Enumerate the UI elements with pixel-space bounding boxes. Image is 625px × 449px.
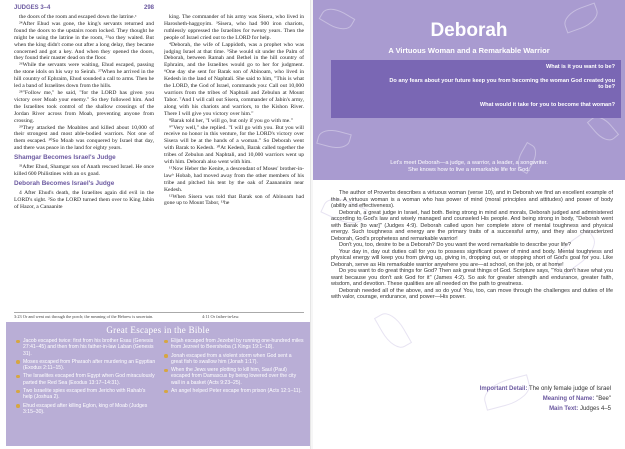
verse-paragraph: ¹¹Now Heber the Kenite, a descendant of Moses' brother-in-lawᵇ Hobab, had moved away from the other members of his tribe and pitched his tent by the oak of Zaanannim near Kedesh. — [164, 165, 304, 193]
intro-text — [313, 160, 625, 174]
verse-paragraph: ⁸Barak told her, "I will go, but only if you go with me." — [169, 117, 293, 124]
feature-title: Deborah — [430, 20, 508, 41]
section-heading: Deborah Becomes Israel's Judge — [14, 179, 115, 187]
intro-line-2: She knows how to live a remarkable life for God. — [407, 167, 531, 173]
deborah-banner — [313, 0, 625, 180]
escape-list-item: Two Israelite spies escaped from Jericho with Rahab's help (Joshua 2). — [16, 388, 156, 401]
verse-paragraph: the doors of the room and escaped down the latrine.ᵃ — [19, 14, 137, 20]
verse-paragraph: ¹²When Sisera was told that Barak son of Abinoam had gone up to Mount Tabor, ¹³he — [164, 193, 304, 207]
section-heading: Shamgar Becomes Israel's Judge — [14, 154, 116, 162]
running-head — [14, 5, 304, 11]
feature-paragraph: The author of Proverbs describes a virtuous woman (verse 10), and in Deborah we find an excellent example of this. A virtuous woman is a woman who has power of mind (moral principles and attitudes) and power of body (ability and effectiveness). — [331, 190, 613, 209]
fact-important-detail: Important Detail: The only female judge of Israel — [479, 386, 611, 392]
escape-list-item: Elijah escaped from Jezebel by running one-hundred miles from Jezreel to Beersheba (1 Kings 19:1–18). — [164, 338, 304, 351]
footnotes — [14, 312, 304, 319]
feature-paragraph: Deborah, a great judge in Israel, had both. Being strong in mind and morals, Deborah judged and administered according to God's law and wisely managed and counseled His people. And being strong in body, "Deborah went with Barak [to war]" (Judges 4:9). Deborah called upon her complete store of mental toughness and physical energy. Such toughness and energy are the primary traits of a successful army, and they also characterized Deborah, God's prophetess and remarkable warrior! — [331, 209, 613, 242]
escape-list-item: Moses escaped from Pharaoh after murdering an Egyptian (Exodus 2:11–15). — [16, 359, 156, 372]
feature-paragraph: Don't you, too, desire to be a Deborah? Do you want the word remarkable to describe your life? — [339, 242, 571, 248]
leaf-decoration — [374, 308, 412, 353]
verse-paragraph: ²⁹They attacked the Moabites and killed about 10,000 of their strongest and most able-bodied warriors. Not one of them escaped. ³⁰So Moab was conquered by Israel that day, and there was peace in the land for eighty years. — [14, 124, 154, 152]
verse-paragraph: ²⁸"Follow me," he said, "for the LORD has given you victory over Moab your enemy." So they followed him. And the Israelites took control of the shallow crossings of the Jordan River across from Moab, preventing anyone from crossing. — [14, 89, 154, 124]
escape-list-item: When the Jews were plotting to kill him, Saul (Paul) escaped from Damascus by being lowered over the city wall in a basket (Acts 9:23–25). — [164, 367, 304, 386]
running-head-title: JUDGES 3–4 — [14, 5, 51, 11]
escapes-list-2 — [164, 338, 304, 396]
verse-paragraph: king. The commander of his army was Sisera, who lived in Harosheth-haggoyim. ³Sisera, who had 900 iron chariots, ruthlessly oppressed the Israelites for twenty years. Then the people of Israel cried out to the LORD for help. — [164, 14, 304, 41]
great-escapes-title: Great Escapes in the Bible — [106, 325, 210, 335]
escape-list-item: Jonah escaped from a violent storm when God sent a great fish to swallow him (Jonah 1:17). — [164, 353, 304, 366]
escapes-list-1 — [16, 338, 156, 417]
feature-paragraph: Your day in, day out duties call for you to possess significant power of mind and body. Mental toughness and physical energy will keep you from giving up, giving in, dropping out, or stopping short of God's goal for you. Like Deborah, serve as His remarkable warrior anywhere you are—at school, on the job, or at home! — [331, 248, 613, 268]
scripture-column-1 — [14, 14, 154, 304]
verse-paragraph: ²⁴After Ehud was gone, the king's servants returned and found the doors to the upstairs room locked. They thought he might be using the latrine in the room, ²⁵so they waited. But when the king didn't come out after a long delay, they became concerned and got a key. And when they opened the doors, they found their master dead on the floor. — [14, 20, 154, 62]
escape-list-item: The Israelites escaped from Egypt when God miraculously parted the Red Sea (Exodus 13:17–14:31). — [16, 373, 156, 386]
verse-paragraph: ⁴Deborah, the wife of Lappidoth, was a prophet who was judging Israel at that time. ⁵She would sit under the Palm of Deborah, between Ramah and Bethel in the hill country of Ephraim, and the Israelites would go to her for judgment. ⁶One day she sent for Barak son of Abinoam, who lived in Kedesh in the land of Naphtali. She said to him, "This is what the LORD, the God of Israel, commands you: Call out 10,000 warriors from the tribes of Naphtali and Zebulun at Mount Tabor. ⁷And I will call out Sisera, commander of Jabin's army, along with his chariots and warriors, to the Kishon River. There I will give you victory over him." — [164, 41, 304, 117]
escape-list-item: Jacob escaped twice: first from his brother Esau (Genesis 27:41–45) and then from his father-in-law Laban (Genesis 31). — [16, 338, 156, 357]
verse-paragraph: ³¹After Ehud, Shamgar son of Anath rescued Israel. He once killed 600 Philistines with an ox goad. — [14, 164, 154, 177]
fact-main-text: Main Text: Judges 4–5 — [549, 406, 611, 412]
footnote-2: 4:11 Or father-in-law. — [202, 314, 240, 319]
right-page — [313, 0, 625, 449]
feature-paragraph: Deborah needed all of the above, and so do you! You, too, can move through the challenges and duties of life with valor, courage, endurance, and power—His power. — [331, 287, 613, 300]
feature-body — [331, 190, 613, 301]
left-page — [0, 0, 312, 449]
escape-list-item: An angel helped Peter escape from prison (Acts 12:1–11). — [164, 388, 304, 394]
scripture-columns — [14, 14, 304, 304]
verse-paragraph: ²⁶While the servants were waiting, Ehud escaped, passing the stone idols on his way to Seirah. ²⁷When he arrived in the hill country of Ephraim, Ehud sounded a call to arms. Then he led a band of Israelites down from the hills. — [14, 62, 154, 90]
fact-name-meaning: Meaning of Name: "Bee" — [542, 396, 611, 402]
questions-box — [331, 60, 621, 118]
great-escapes-box — [6, 322, 310, 446]
feature-subtitle: A Virtuous Woman and a Remarkable Warrior — [388, 46, 550, 55]
leaf-decoration — [316, 126, 352, 152]
scripture-column-2 — [164, 14, 304, 304]
question-3: What would it take for you to become that woman? — [479, 102, 615, 108]
question-1: What is it you want to be? — [546, 64, 615, 70]
verse-paragraph: 4 After Ehud's death, the Israelites again did evil in the LORD's sight. ²So the LORD turned them over to King Jabin of Hazor, a Canaanite — [14, 189, 154, 210]
verse-paragraph: ⁹"Very well," she replied. "I will go with you. But you will receive no honor in this venture, for the LORD's victory over Sisera will be at the hands of a woman." So Deborah went with Barak to Kedesh. ¹⁰At Kedesh, Barak called together the tribes of Zebulun and Naphtali, and 10,000 warriors went up with him. Deborah also went with him. — [164, 124, 304, 166]
footnote-1: 3:23 Or and went out through the porch; the meaning of the Hebrew is uncertain. — [14, 314, 154, 319]
key-facts — [480, 384, 611, 414]
page-number: 298 — [144, 5, 155, 11]
escape-list-item: Ehud escaped after killing Eglon, king of Moab (Judges 3:15–30). — [16, 403, 156, 416]
feature-paragraph: Do you want to do great things for God? Then ask great things of God. Scripture says, "You don't have what you want because you don't ask God for it" (James 4:2). So ask for greater strength and endurance, greater faith, wisdom, and devotion. These qualities are all needed on the path to greatness. — [331, 268, 613, 287]
question-2: Do any fears about your future keep you from becoming the woman God created you to be? — [389, 78, 615, 90]
intro-line-1: Let's meet Deborah—a judge, a warrior, a leader, a songwriter. — [390, 160, 548, 166]
